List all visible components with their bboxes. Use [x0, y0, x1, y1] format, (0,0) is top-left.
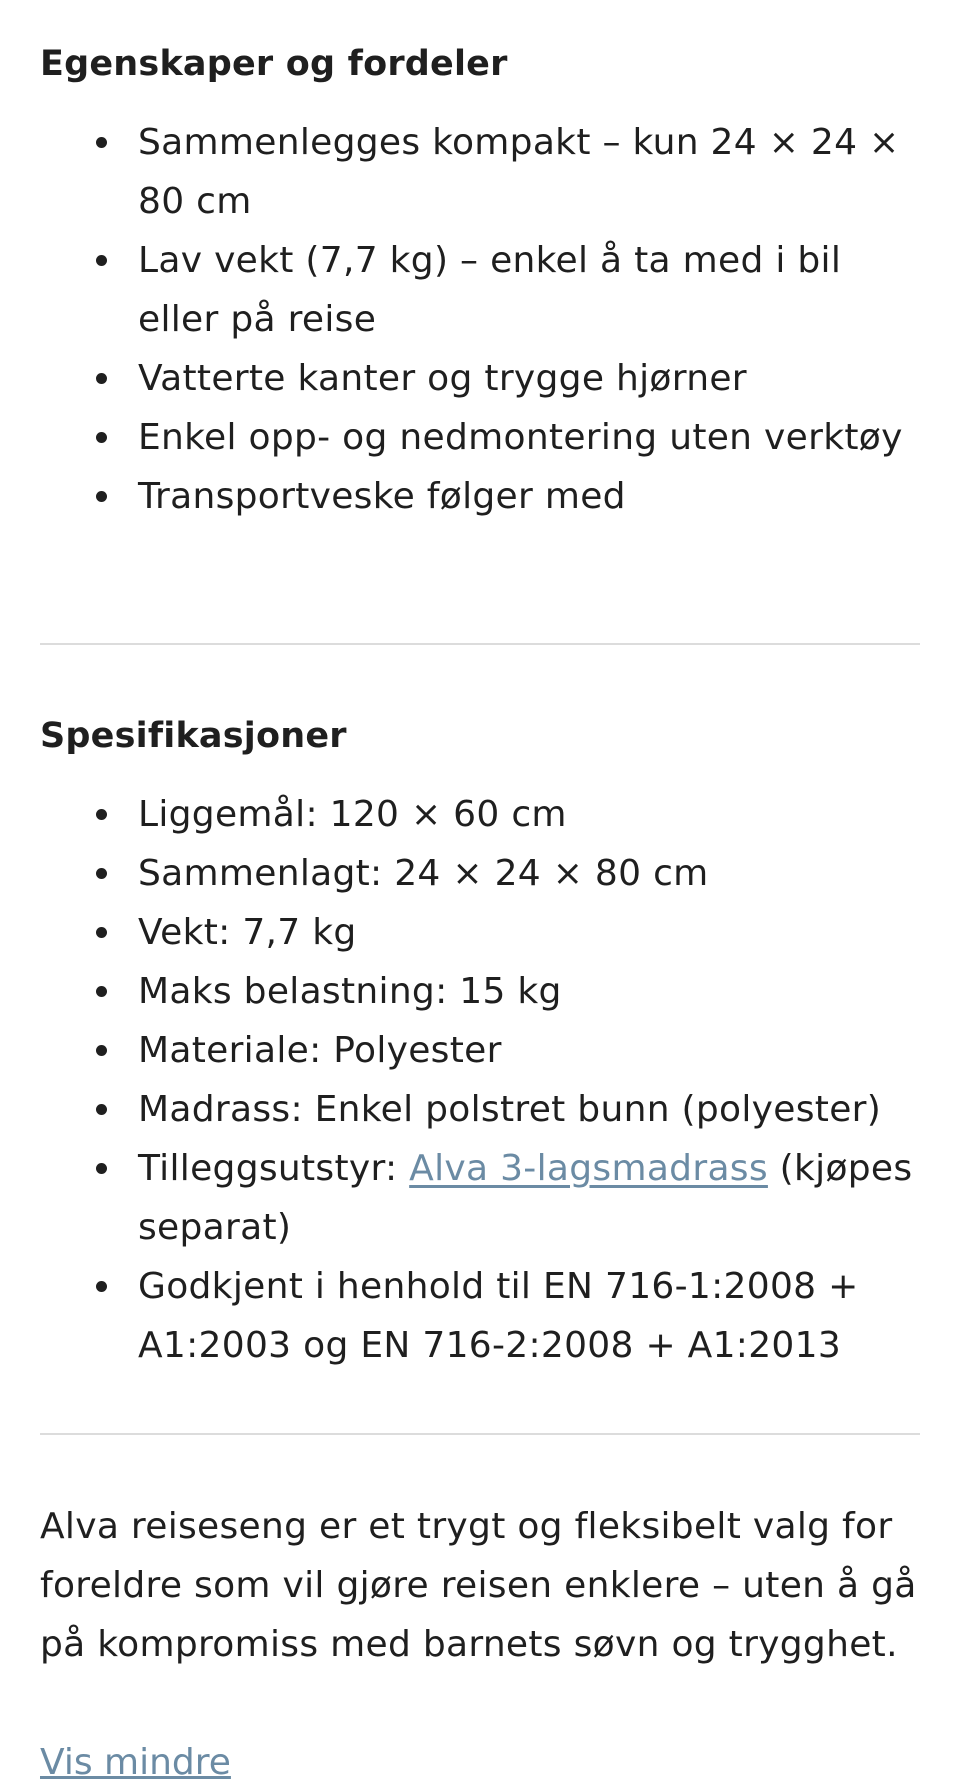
bullet-icon [96, 373, 107, 384]
list-item-text: Transportveske følger med [138, 476, 626, 517]
list-item-text: Lav vekt (7,7 kg) – enkel å ta med i bil eller på reise [138, 240, 842, 340]
list-item [40, 349, 920, 408]
bullet-icon [96, 1045, 107, 1056]
list-item [40, 408, 920, 467]
list-item [40, 903, 920, 962]
section-divider [40, 1433, 920, 1435]
list-item [40, 113, 920, 231]
bullet-icon [96, 491, 107, 502]
list-item-text: Sammenlegges kompakt – kun 24 × 24 × 80 cm [138, 122, 900, 222]
list-item-text: Sammenlagt: 24 × 24 × 80 cm [138, 853, 709, 894]
list-item [40, 1257, 920, 1375]
bullet-icon [96, 927, 107, 938]
list-item-text: Godkjent i henhold til EN 716-1:2008 + A1:2003 og EN 716-2:2008 + A1:2013 [138, 1266, 859, 1366]
bullet-icon [96, 809, 107, 820]
features-list [40, 113, 920, 526]
mattress-link[interactable]: Alva 3-lagsmadrass [409, 1148, 768, 1189]
bullet-icon [96, 1163, 107, 1174]
list-item-text: Vatterte kanter og trygge hjørner [138, 358, 747, 399]
list-item [40, 844, 920, 903]
features-heading: Egenskaper og fordeler [40, 44, 508, 84]
section-divider [40, 643, 920, 645]
bullet-icon [96, 432, 107, 443]
list-item-text: Materiale: Polyester [138, 1030, 502, 1071]
bullet-icon [96, 1104, 107, 1115]
list-item-text: Liggemål: 120 × 60 cm [138, 794, 567, 835]
show-less-link[interactable]: Vis mindre [40, 1742, 231, 1783]
list-item-text: Vekt: 7,7 kg [138, 912, 357, 953]
bullet-icon [96, 255, 107, 266]
bullet-icon [96, 986, 107, 997]
accessory-prefix: Tilleggsutstyr: [138, 1148, 410, 1189]
specs-list [40, 785, 920, 1375]
list-item [40, 467, 920, 526]
bullet-icon [96, 137, 107, 148]
list-item-text: Maks belastning: 15 kg [138, 971, 562, 1012]
list-item [40, 785, 920, 844]
list-item [40, 962, 920, 1021]
bullet-icon [96, 868, 107, 879]
list-item-text: Enkel opp- og nedmontering uten verktøy [138, 417, 903, 458]
specs-heading: Spesifikasjoner [40, 716, 347, 756]
list-item [40, 1021, 920, 1080]
list-item [40, 1139, 920, 1257]
bullet-icon [96, 1281, 107, 1292]
accessory-suffix: (kjøpes separat) [138, 1148, 913, 1248]
list-item [40, 231, 920, 349]
list-item-text: Madrass: Enkel polstret bunn (polyester) [138, 1089, 882, 1130]
outro-text: Alva reiseseng er et trygt og fleksibelt valg for foreldre som vil gjøre reisen enklere – uten å gå på kompromiss med barnets søvn og trygghet. [40, 1506, 917, 1665]
list-item [40, 1080, 920, 1139]
